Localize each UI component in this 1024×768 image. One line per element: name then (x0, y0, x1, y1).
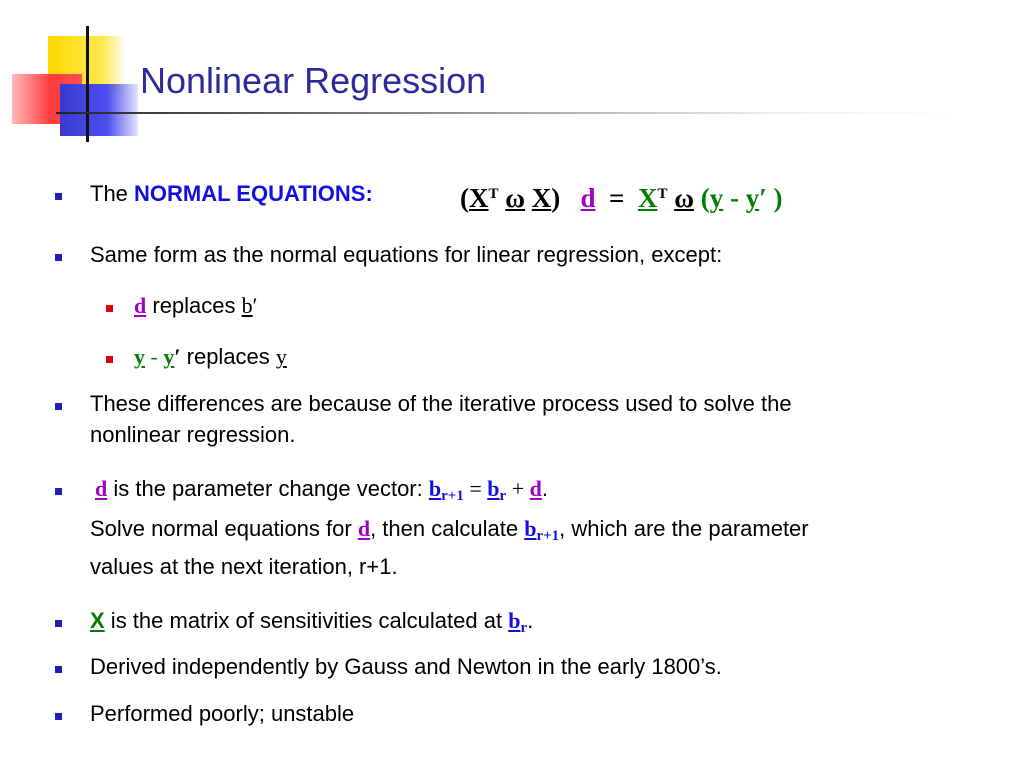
normal-equations-label: NORMAL EQUATIONS: (134, 181, 373, 206)
eq-y2: y (745, 183, 760, 213)
subscript: r+1 (536, 528, 560, 544)
bullet-differences-line2: nonlinear regression. (90, 422, 296, 447)
bullet-text: Solve normal equations for (90, 516, 358, 541)
bullet-marker (55, 254, 62, 261)
equals-symbol: = (463, 476, 488, 501)
sub-bullet-marker (106, 305, 113, 312)
bullet-normal-equations (90, 180, 373, 208)
bullet-gauss-newton: Derived independently by Gauss and Newton in the early 1800’s. (90, 654, 722, 679)
bullet-marker (55, 193, 62, 200)
bullet-text: is the matrix of sensitivities calculated at (104, 608, 509, 633)
d-symbol: d (529, 476, 542, 501)
bullet-performed-poorly: Performed poorly; unstable (90, 701, 355, 726)
eq-lparen: ( (460, 183, 469, 213)
eq-prime: ′ (759, 183, 767, 213)
subscript: r (499, 488, 507, 504)
bullet-marker (55, 403, 62, 410)
d-symbol: d (357, 516, 371, 541)
period: . (527, 608, 534, 633)
decor-blue-square (60, 84, 138, 136)
eq-d: d (580, 183, 596, 213)
b-symbol: b (428, 476, 442, 501)
eq-y: y (709, 183, 724, 213)
bullet-text: , which are the parameter (559, 516, 809, 541)
eq-lparen2: ( (700, 183, 710, 213)
d-symbol: d (134, 293, 147, 318)
eq-rparen: ) (551, 183, 561, 213)
sub-bullet-text: replaces (180, 344, 276, 369)
sub-bullet-y-replaces-y (134, 343, 287, 371)
bullet-text: , then calculate (370, 516, 525, 541)
bullet-same-form: Same form as the normal equations for linear regression, except: (90, 242, 723, 267)
eq-T2: T (657, 186, 668, 202)
bullet-marker (55, 488, 62, 495)
eq-minus: - (729, 183, 739, 213)
eq-omega1: ω (505, 183, 526, 213)
eq-omega2: ω (674, 183, 694, 213)
eq-rparen2: ) (773, 183, 783, 213)
sub-bullet-d-replaces-b (134, 292, 257, 320)
eq-X1: X (469, 183, 489, 213)
subscript: r+1 (441, 488, 464, 504)
period: . (541, 476, 548, 501)
y-prime-symbol: y (163, 344, 175, 369)
bullet-sensitivities (90, 607, 533, 642)
bullet-text: The (90, 181, 135, 206)
prime-symbol: ′ (252, 293, 258, 318)
bullet-next-iteration: values at the next iteration, r+1. (90, 554, 398, 579)
slide-title: Nonlinear Regression (140, 60, 487, 101)
bullet-marker (55, 666, 62, 673)
b-symbol: b (487, 476, 500, 501)
bullet-marker (55, 713, 62, 720)
sub-bullet-text: replaces (146, 293, 242, 318)
minus-symbol: - (145, 344, 164, 369)
eq-T1: T (488, 186, 499, 202)
decor-vertical-line (86, 26, 89, 142)
eq-equals: = (609, 183, 625, 213)
eq-X3: X (637, 183, 658, 213)
sub-bullet-marker (106, 356, 113, 363)
b-symbol: b (508, 608, 521, 633)
prime-symbol: ′ (174, 344, 181, 369)
eq-X2: X (531, 183, 552, 213)
y-symbol-plain: y (275, 344, 287, 369)
bullet-marker (55, 620, 62, 627)
bullet-solve-line (90, 515, 809, 550)
bullet-parameter-change (95, 475, 548, 510)
bullet-differences-line1: These differences are because of the iterative process used to solve the (90, 391, 792, 416)
d-symbol: d (95, 476, 108, 501)
decor-horizontal-rule (56, 112, 956, 114)
b-symbol: b (524, 516, 537, 541)
b-symbol: b (241, 293, 253, 318)
X-symbol: X (90, 608, 105, 633)
y-symbol: y (134, 344, 145, 369)
bullet-text: is the parameter change vector: (107, 476, 429, 501)
normal-equation (460, 180, 783, 212)
plus-symbol: + (506, 476, 530, 501)
subscript: r (520, 620, 528, 636)
